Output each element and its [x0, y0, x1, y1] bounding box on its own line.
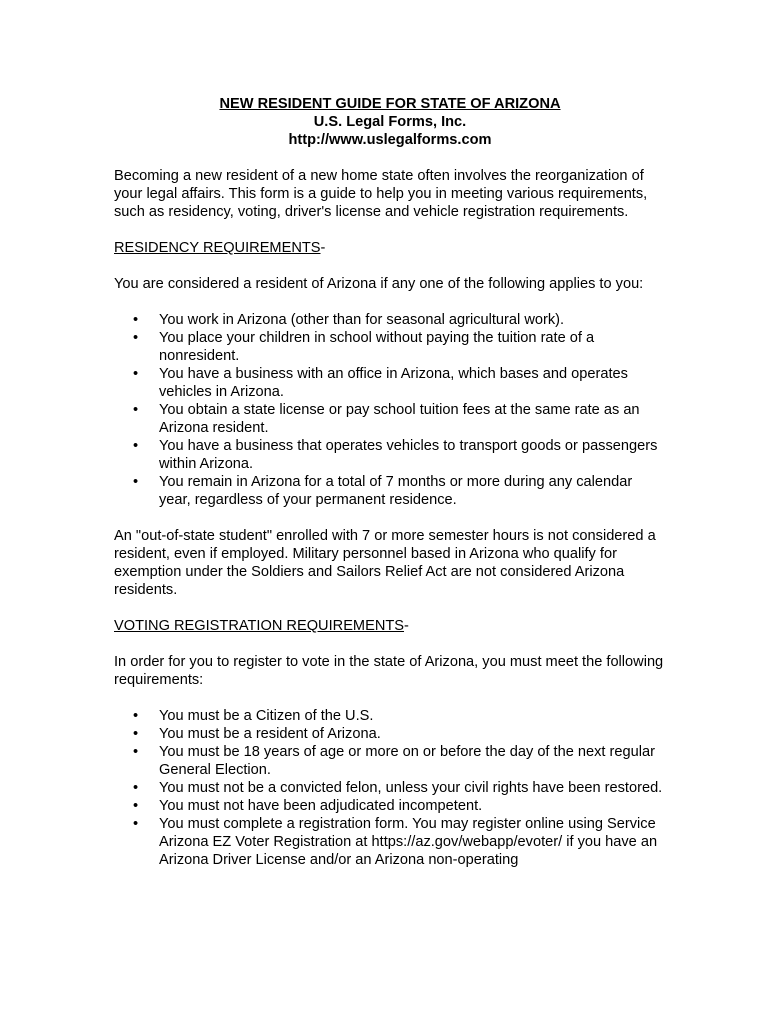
- voting-heading-text: VOTING REGISTRATION REQUIREMENTS: [114, 618, 405, 634]
- residency-heading-text: RESIDENCY REQUIREMENTS: [114, 240, 321, 256]
- list-item-text: You have a business with an office in Arizona, which bases and operates vehicles in Arizona.: [159, 366, 628, 400]
- bullet-icon: •: [133, 780, 139, 796]
- bullet-icon: •: [133, 330, 139, 346]
- bullet-icon: •: [133, 438, 139, 454]
- list-item-text: You have a business that operates vehicles to transport goods or passengers within Arizona.: [159, 438, 658, 472]
- list-item: [114, 311, 666, 329]
- bullet-icon: •: [133, 312, 139, 328]
- list-item-text: You must not have been adjudicated incompetent.: [159, 798, 483, 814]
- residency-list: [114, 311, 666, 509]
- voting-heading-suffix: -: [404, 618, 409, 634]
- list-item-text: You must be a resident of Arizona.: [159, 726, 381, 742]
- list-item-text: You must be 18 years of age or more on or before the day of the next regular General Election.: [159, 744, 655, 778]
- list-item-text: You must complete a registration form. You may register online using Service Arizona EZ Voter Registration at https://az.gov/webapp/evoter/ if you have an Arizona Driver License and/or an Arizona non-operating: [159, 816, 658, 868]
- document-page: [114, 95, 666, 869]
- bullet-icon: •: [133, 726, 139, 742]
- list-item: [114, 815, 666, 869]
- list-item-text: You remain in Arizona for a total of 7 months or more during any calendar year, regardless of your permanent residence.: [159, 474, 633, 508]
- list-item: [114, 779, 666, 797]
- residency-heading: [114, 239, 666, 257]
- list-item: [114, 473, 666, 509]
- list-item: [114, 797, 666, 815]
- list-item-text: You work in Arizona (other than for seasonal agricultural work).: [159, 312, 565, 328]
- list-item: [114, 437, 666, 473]
- bullet-icon: •: [133, 744, 139, 760]
- bullet-icon: •: [133, 798, 139, 814]
- document-title: NEW RESIDENT GUIDE FOR STATE OF ARIZONA: [219, 96, 561, 112]
- bullet-icon: •: [133, 708, 139, 724]
- bullet-icon: •: [133, 474, 139, 490]
- list-item-text: You obtain a state license or pay school tuition fees at the same rate as an Arizona resident.: [159, 402, 640, 436]
- voting-heading: [114, 617, 666, 635]
- intro-paragraph: Becoming a new resident of a new home state often involves the reorganization of your legal affairs. This form is a guide to help you in meeting various requirements, such as residency, voting, driver's license and vehicle registration requirements.: [114, 168, 648, 220]
- list-item: [114, 707, 666, 725]
- list-item: [114, 365, 666, 401]
- list-item-text: You must not be a convicted felon, unless your civil rights have been restored.: [159, 780, 663, 796]
- company-url: http://www.uslegalforms.com: [288, 132, 492, 148]
- residency-heading-suffix: -: [320, 240, 326, 256]
- list-item-text: You must be a Citizen of the U.S.: [159, 708, 374, 724]
- list-item: [114, 401, 666, 437]
- document-header: [114, 95, 666, 149]
- list-item: [114, 329, 666, 365]
- company-name: U.S. Legal Forms, Inc.: [313, 114, 467, 130]
- bullet-icon: •: [133, 366, 139, 382]
- list-item-text: You place your children in school without paying the tuition rate of a nonresident.: [159, 330, 595, 364]
- residency-note: An "out-of-state student" enrolled with 7 or more semester hours is not considered a resident, even if employed. Military personnel based in Arizona who qualify for exemption under the Soldiers and Sailors Relief Act are not considered Arizona residents.: [114, 528, 656, 598]
- voting-lead: In order for you to register to vote in the state of Arizona, you must meet the following requirements:: [114, 654, 664, 688]
- list-item: [114, 743, 666, 779]
- voting-list: [114, 707, 666, 869]
- bullet-icon: •: [133, 816, 139, 832]
- bullet-icon: •: [133, 402, 139, 418]
- residency-lead: You are considered a resident of Arizona if any one of the following applies to you:: [114, 276, 644, 292]
- list-item: [114, 725, 666, 743]
